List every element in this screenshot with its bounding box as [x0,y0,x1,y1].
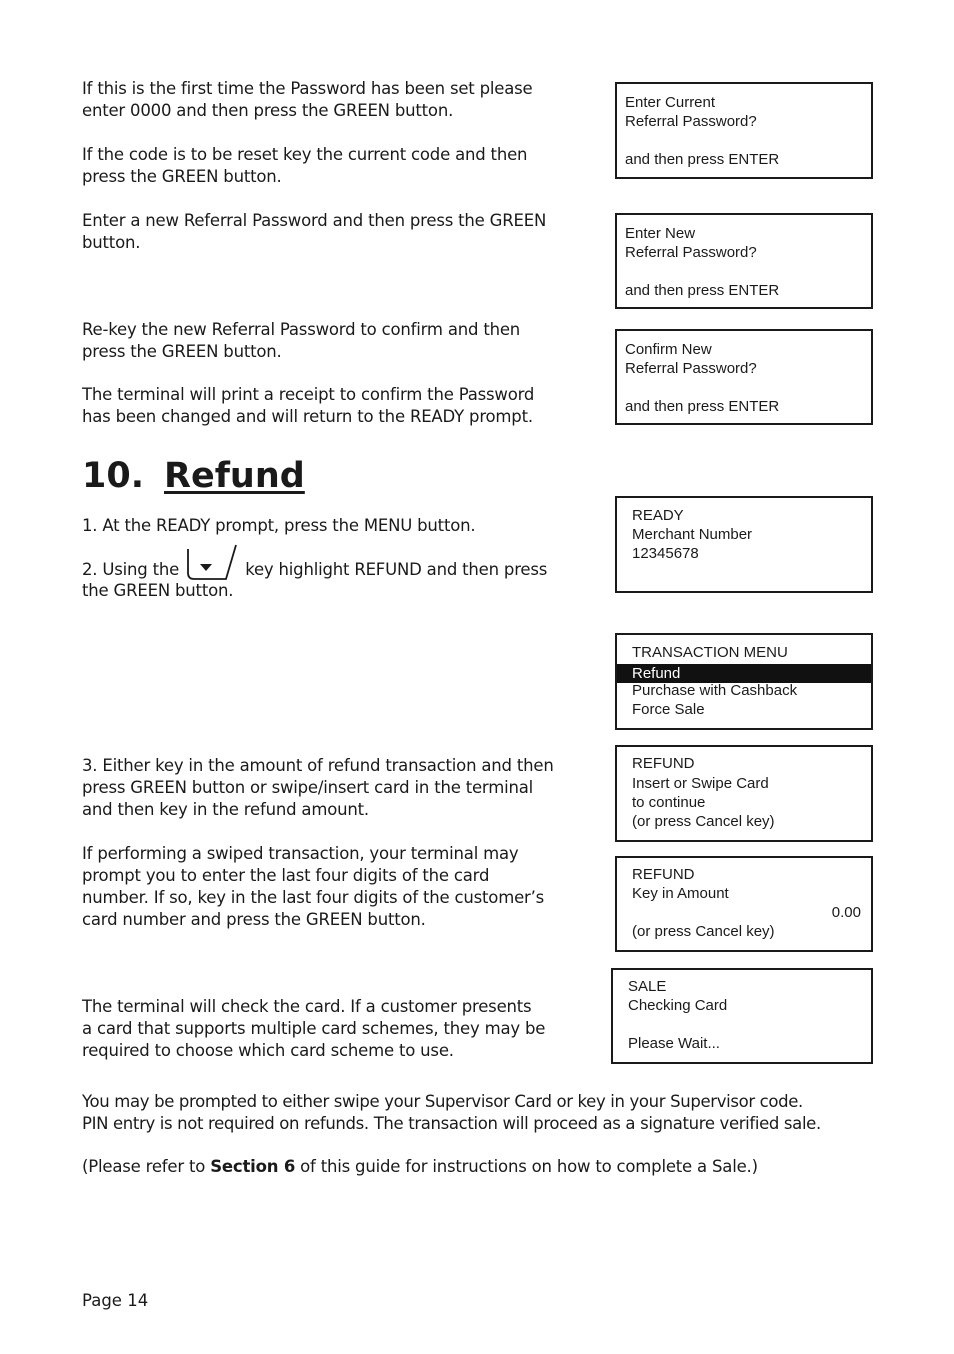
screen-new-password: Enter New Referral Password? and then press ENTER [615,213,873,309]
menu-item: Force Sale [632,701,705,718]
instruction-rekey: Re-key the new Referral Password to confirm and then press the GREEN button. [82,320,521,361]
section-heading [82,454,305,498]
instruction-first-time: If this is the first time the Password has been set please enter 0000 and then press the GREEN button. [82,79,533,120]
screen-current-password: Enter Current Referral Password? and then press ENTER [615,82,873,179]
screen-confirm-password: Confirm New Referral Password? and then press ENTER [615,329,873,425]
down-arrow-key-icon [186,543,238,581]
instruction-new-password: Enter a new Referral Password and then press the GREEN button. [82,211,547,252]
refund-step-1: 1. At the READY prompt, press the MENU button. [82,516,476,535]
refund-step-2: 2. Using the key highlight REFUND and then press the GREEN button. [82,543,547,602]
screen-refund-amount: REFUND Key in Amount 0.00 (or press Cancel key) [615,856,873,952]
section-number: 10. [82,456,145,496]
page-number: Page 14 [82,1291,149,1310]
supervisor-instruction: You may be prompted to either swipe your Supervisor Card or key in your Supervisor code. PIN entry is not required on refunds. The transaction will proceed as a signature verified sale. [82,1092,821,1133]
refund-step-3: 3. Either key in the amount of refund transaction and then press GREEN button or swipe/insert card in the terminal and then key in the refund amount. [82,756,554,819]
instruction-reset: If the code is to be reset key the current code and then press the GREEN button. [82,145,528,186]
menu-item-refund: Refund [617,664,871,683]
instruction-receipt: The terminal will print a receipt to confirm the Password has been changed and will return to the READY prompt. [82,385,535,426]
menu-item: Purchase with Cashback [632,682,798,699]
screen-sale-checking: SALE Checking Card Please Wait... [611,968,873,1064]
check-card-instruction: The terminal will check the card. If a customer presents a card that supports multiple card schemes, they may be required to choose which card scheme to use. [82,997,546,1060]
amount-value: 0.00 [831,904,861,921]
screen-refund-card: REFUND Insert or Swipe Card to continue (or press Cancel key) [615,745,873,842]
swiped-instruction: If performing a swiped transaction, your terminal may prompt you to enter the last four digits of the card number. If so, key in the last four digits of the customer’s card number and press the GREEN button. [82,844,545,929]
refer-instruction: (Please refer to Section 6 of this guide for instructions on how to complete a Sale.) [82,1157,758,1176]
section-reference: Section 6 [210,1157,296,1176]
menu-title: TRANSACTION MENU [632,644,788,661]
screen-transaction-menu [615,633,873,730]
section-title: Refund [164,456,305,496]
screen-ready: READY Merchant Number 12345678 [615,496,873,593]
